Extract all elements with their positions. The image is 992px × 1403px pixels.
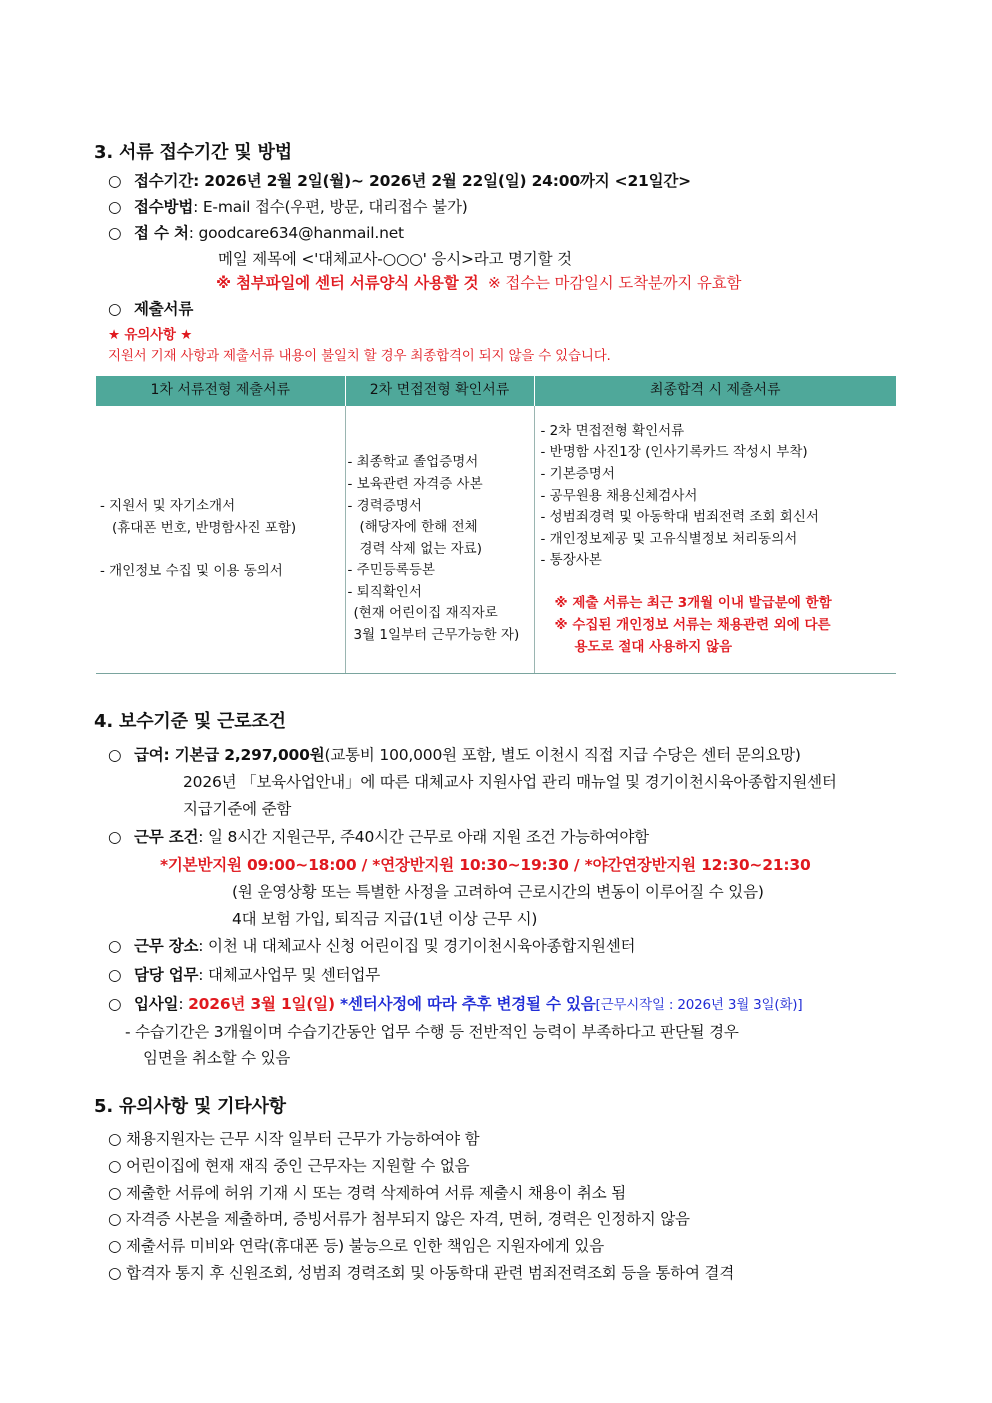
section-5-heading: 5. 유의사항 및 기타사항: [94, 1096, 286, 1117]
work-place-value: : 이천 내 대체교사 신청 어린이집 및 경기이천시육아종합지원센터: [198, 937, 636, 955]
list-item: - 성범죄경력 및 아동학대 범죄전력 조회 회신서: [540, 509, 819, 526]
work-place-line: [108, 935, 635, 957]
list-item: ○ 제출한 서류에 허위 기재 시 또는 경력 삭제하여 서류 제출시 채용이 취소 됨: [108, 1184, 626, 1202]
list-item: - 기본증명서: [540, 465, 615, 482]
spacer: [541, 572, 897, 594]
receipt-method-label: 접수방법: [134, 198, 194, 216]
spacer: [100, 540, 345, 562]
submission-docs-line: [108, 298, 193, 320]
attachment-note: [216, 272, 741, 294]
work-conditions-value: : 일 8시간 지원근무, 주40시간 근무로 아래 지원 조건 가능하여야함: [198, 828, 649, 846]
list-item: (휴대폰 번호, 반명함사진 포함): [112, 519, 297, 536]
work-conditions-line: [108, 826, 649, 848]
bullet: ○: [108, 995, 122, 1013]
list-item: 3월 1일부터 근무가능한 자): [353, 627, 520, 644]
duty-value: : 대체교사업무 및 센터업무: [198, 966, 381, 984]
pay-basis-line-2: 지급기준에 준함: [183, 800, 292, 818]
pay-line: [108, 744, 801, 766]
pay-basis-line: 2026년 「보육사업안내」에 따른 대체교사 지원사업 관리 매뉴얼 및 경기이천시육아종합지원센터: [183, 773, 837, 791]
receipt-destination-line: [108, 222, 404, 244]
list-item: ○ 어린이집에 현재 재직 중인 근무자는 지원할 수 없음: [108, 1157, 470, 1175]
list-item: ○ 합격자 통지 후 신원조회, 성범죄 경력조회 및 아동학대 관련 범죄전력조회 등을 통하여 결격: [108, 1264, 735, 1282]
work-place-label: 근무 장소: [134, 937, 199, 955]
list-item: (현재 어린이집 재직자로: [353, 605, 498, 622]
bullet: ○: [108, 828, 122, 846]
submission-docs-label: 제출서류: [134, 300, 194, 318]
caution-text: 지원서 기재 사항과 제출서류 내용이 불일치 할 경우 최종합격이 되지 않을 수 있습니다.: [108, 348, 611, 364]
interview-docs-cell: [345, 406, 534, 674]
start-date-note: *센터사정에 따라 추후 변경될 수 있음: [334, 995, 596, 1013]
receipt-period-line: [108, 170, 691, 192]
final-docs-cell: [534, 406, 896, 674]
list-item: - 개인정보제공 및 고유식별정보 처리동의서: [540, 530, 798, 547]
final-docs-note: 용도로 절대 사용하지 않음: [574, 638, 733, 655]
list-item: - 퇴직확인서: [347, 583, 422, 600]
probation-note-2: 임면을 취소할 수 있음: [143, 1049, 291, 1067]
mail-subject-note: 메일 제목에 <'대체교사-○○○' 응시>라고 명기할 것: [218, 250, 572, 268]
table-header-cell: 2차 면접전형 확인서류: [345, 376, 534, 406]
bullet: ○: [108, 937, 122, 955]
list-item: ○ 채용지원자는 근무 시작 일부터 근무가 가능하여야 함: [108, 1130, 480, 1148]
list-item: 경력 삭제 없는 자료): [359, 540, 482, 557]
receipt-period-label: 접수기간: [134, 172, 194, 190]
table-header-row: [96, 376, 896, 406]
final-docs-note: ※ 제출 서류는 최근 3개월 이내 발급분에 한함: [554, 595, 832, 612]
receipt-method-value: : E-mail 접수(우편, 방문, 대리접수 불가): [193, 198, 468, 216]
list-item: ○ 자격증 사본을 제출하며, 증빙서류가 첨부되지 않은 자격, 면허, 경력은 인정하지 않음: [108, 1210, 690, 1228]
work-hours-note: (원 운영상황 또는 특별한 사정을 고려하여 근로시간의 변동이 이루어질 수 있음): [232, 883, 764, 901]
probation-note: - 수습기간은 3개월이며 수습기간동안 업무 수행 등 전반적인 능력이 부족하다고 판단될 경우: [125, 1023, 739, 1041]
section-3-heading: 3. 서류 접수기간 및 방법: [94, 142, 292, 163]
list-item: (해당자에 한해 전체: [359, 519, 478, 536]
receipt-email: : goodcare634@hanmail.net: [188, 224, 404, 242]
receipt-period-value: : 2026년 2월 2일(월)~ 2026년 2월 22일(일) 24:00까지 <21일간>: [193, 172, 691, 190]
table-row: [96, 406, 896, 674]
bullet: ○: [108, 966, 122, 984]
receipt-method-line: [108, 196, 468, 218]
pay-amount: : 기본급 2,297,000원: [163, 746, 325, 764]
work-conditions-label: 근무 조건: [134, 828, 199, 846]
list-item: - 지원서 및 자기소개서: [100, 498, 236, 515]
receipt-destination-label: 접 수 처: [134, 224, 189, 242]
caution-title: ★ 유의사항 ★: [108, 327, 193, 343]
list-item: - 공무원용 채용신체검사서: [540, 487, 698, 504]
start-date-line: [108, 993, 802, 1016]
bullet: ○: [108, 746, 122, 764]
list-item: - 최종학교 졸업증명서: [347, 454, 479, 471]
list-item: - 주민등록등본: [347, 562, 435, 579]
bullet: ○: [108, 198, 122, 216]
list-item: - 2차 면접전형 확인서류: [540, 422, 685, 439]
bullet: ○: [108, 224, 122, 242]
shift-schedule: *기본반지원 09:00~18:00 / *연장반지원 10:30~19:30 / *야간연장반지원 12:30~21:30: [160, 856, 811, 874]
list-item: - 반명함 사진1장 (인사기록카드 작성시 부착): [540, 444, 808, 461]
duty-line: [108, 964, 380, 986]
colon: :: [178, 995, 189, 1013]
table-header-cell: 최종합격 시 제출서류: [534, 376, 896, 406]
insurance-note: 4대 보험 가입, 퇴직금 지급(1년 이상 근무 시): [232, 910, 538, 928]
final-docs-note: ※ 수집된 개인정보 서류는 채용관련 외에 다른: [554, 617, 831, 634]
duty-label: 담당 업무: [134, 966, 199, 984]
list-item: - 개인정보 수집 및 이용 동의서: [100, 563, 283, 580]
first-round-docs-cell: [96, 406, 345, 674]
section-4-heading: 4. 보수기준 및 근로조건: [94, 711, 286, 732]
start-date-value: 2026년 3월 1일(일): [188, 995, 335, 1013]
start-date-label: 입사일: [134, 995, 179, 1013]
list-item: - 경력증명서: [347, 497, 422, 514]
bullet: ○: [108, 172, 122, 190]
attachment-note-rest: ※ 접수는 마감일시 도착분까지 유효함: [487, 274, 742, 292]
attachment-note-bold: ※ 첨부파일에 센터 서류양식 사용할 것: [216, 274, 479, 292]
pay-detail: (교통비 100,000원 포함, 별도 이천시 직접 지급 수당은 센터 문의요망): [324, 746, 801, 764]
bullet: ○: [108, 300, 122, 318]
list-item: ○ 제출서류 미비와 연락(휴대폰 등) 불능으로 인한 책임은 지원자에게 있음: [108, 1237, 604, 1255]
pay-label: 급여: [134, 746, 164, 764]
work-start-date: [근무시작일 : 2026년 3월 3일(화)]: [595, 997, 803, 1013]
list-item: - 보육관련 자격증 사본: [347, 475, 483, 492]
table-header-cell: 1차 서류전형 제출서류: [96, 376, 345, 406]
documents-table: [96, 376, 896, 674]
list-item: - 통장사본: [540, 552, 602, 569]
